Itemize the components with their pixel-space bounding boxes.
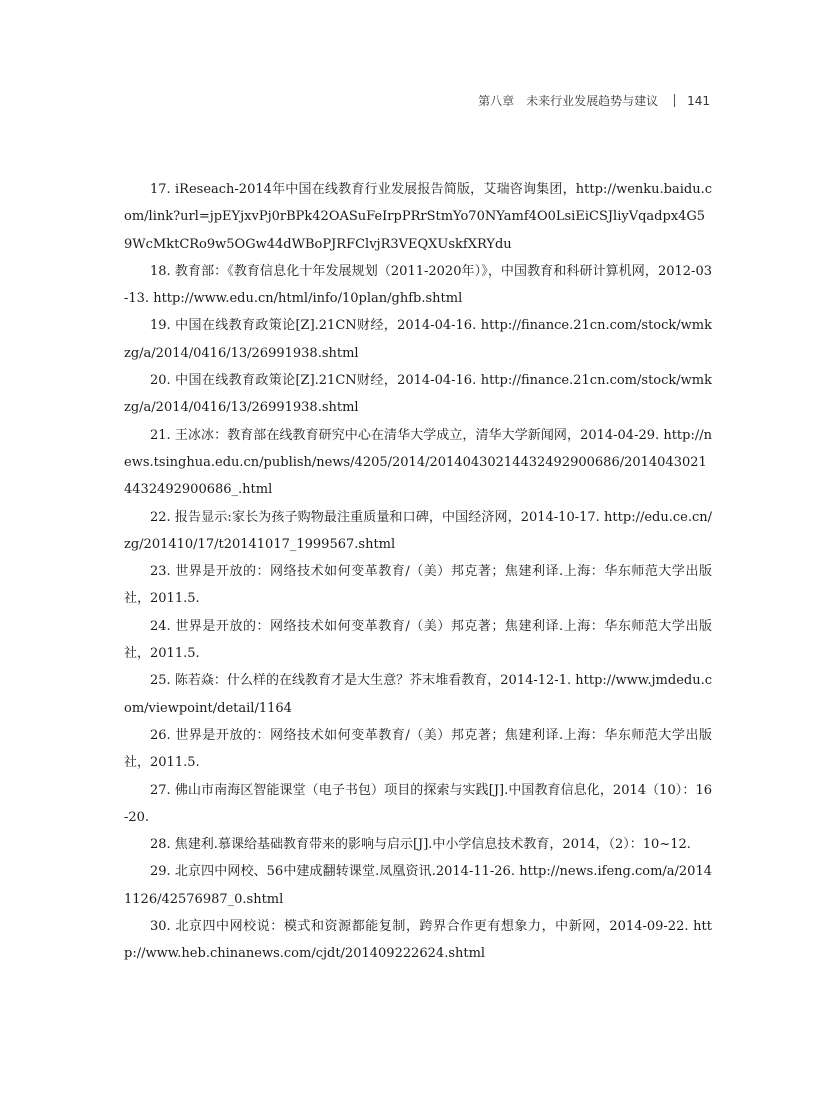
reference-item-25: 25. 陈若焱：什么样的在线教育才是大生意？芥末堆看教育，2014-12-1. http://www.jmdedu.com/viewpoint/detail/1164 (124, 673, 712, 716)
reference-item-24: 24. 世界是开放的：网络技术如何变革教育/（美）邦克著；焦建利译.上海：华东师范大学出版社，2011.5. (124, 618, 712, 662)
reference-item-21: 21. 王冰冰：教育部在线教育研究中心在清华大学成立，清华大学新闻网，2014-04-29. http://news.tsinghua.edu.cn/publish/news/4205/2014/20140430214432492900686/20140430214432492900686_.html (124, 427, 712, 498)
header-divider (674, 94, 675, 107)
reference-item-30: 30. 北京四中网校说：模式和资源都能复制，跨界合作更有想象力，中新网，2014-09-22. http://www.heb.chinanews.com/cjdt/201409222624.shtml (124, 919, 712, 962)
reference-item-29: 29. 北京四中网校、56中建成翻转课堂.凤凰资讯.2014-11-26. http://news.ifeng.com/a/20141126/42576987_0.shtml (124, 864, 712, 907)
reference-item-19: 19. 中国在线教育政策论[Z].21CN财经，2014-04-16. http://finance.21cn.com/stock/wmkzg/a/2014/0416/13/26991938.shtml (124, 318, 712, 361)
reference-item-28: 28. 焦建利.慕课给基础教育带来的影响与启示[J].中小学信息技术教育，2014，（2）：10~12. (150, 837, 691, 853)
reference-item-20: 20. 中国在线教育政策论[Z].21CN财经，2014-04-16. http://finance.21cn.com/stock/wmkzg/a/2014/0416/13/26991938.shtml (124, 373, 712, 416)
running-header (478, 92, 710, 109)
reference-list (124, 176, 712, 968)
reference-item-18: 18. 教育部：《教育信息化十年发展规划（2011-2020年）》，中国教育和科研计算机网，2012-03-13. http://www.edu.cn/html/info/10plan/ghfb.shtml (124, 263, 712, 307)
reference-item-26: 26. 世界是开放的：网络技术如何变革教育/（美）邦克著；焦建利译.上海：华东师范大学出版社，2011.5. (124, 727, 712, 771)
reference-item-17: 17. iReseach-2014年中国在线教育行业发展报告简版，艾瑞咨询集团，http://wenku.baidu.com/link?url=jpEYjxvPj0rBPk42OASuFeIrpPRrStmYo70NYamf4O0LsiEiCSJliyVqadpx4G59WcMktCRo9w5OGw44dWBoPJRFClvjR3VEQXUskfXRYdu (124, 182, 712, 252)
reference-item-22: 22. 报告显示:家长为孩子购物最注重质量和口碑，中国经济网，2014-10-17. http://edu.ce.cn/zg/201410/17/t20141017_1999567.shtml (124, 509, 712, 552)
page-number: 141 (687, 93, 710, 108)
reference-item-23: 23. 世界是开放的：网络技术如何变革教育/（美）邦克著；焦建利译.上海：华东师范大学出版社，2011.5. (124, 564, 712, 607)
reference-item-27: 27. 佛山市南海区智能课堂（电子书包）项目的探索与实践[J].中国教育信息化，2014（10）：16-20. (124, 782, 712, 825)
chapter-title: 第八章 未来行业发展趋势与建议 (478, 94, 659, 108)
